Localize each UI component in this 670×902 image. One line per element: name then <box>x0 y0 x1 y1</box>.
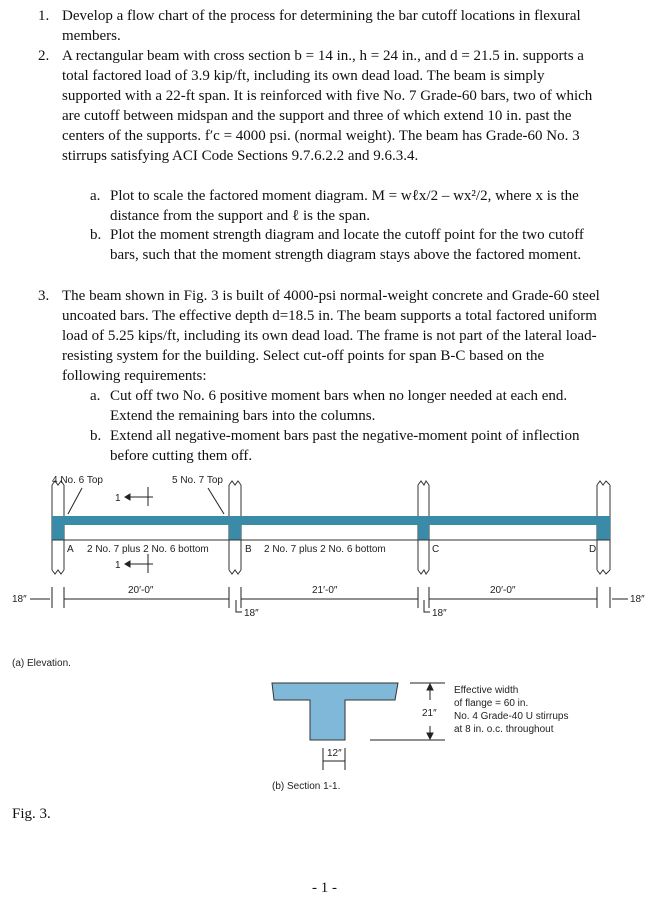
web-width-dim: 12″ <box>327 748 342 759</box>
sub-item-line: Cut off two No. 6 positive moment bars when no longer needed at each end. <box>110 388 568 404</box>
question-line: are cutoff between midspan and the support and three of which extend 10 in. past the <box>62 108 572 124</box>
figure-label: Fig. 3. <box>12 806 51 822</box>
question-line: The beam shown in Fig. 3 is built of 4000-psi normal-weight concrete and Grade-60 steel <box>62 288 600 304</box>
leaders <box>68 487 224 573</box>
note-line: Effective width <box>454 685 519 696</box>
sub-item-line: before cutting them off. <box>110 448 253 464</box>
sub-item-line: bars, such that the moment strength diagram stays above the factored moment. <box>110 247 582 263</box>
sub-item-letter: b. <box>90 428 102 444</box>
question-line: members. <box>62 28 121 44</box>
section-mark-bottom: 1 <box>115 560 121 571</box>
question-line: A rectangular beam with cross section b = 14 in., h = 24 in., and d = 21.5 in. supports a <box>62 48 584 64</box>
depth-dim: 21″ <box>422 708 437 719</box>
question-line: stirrups satisfying ACI Code Sections 9.7.6.2.2 and 9.6.3.4. <box>62 148 419 164</box>
sub-item-line: distance from the support and ℓ is the span. <box>110 208 371 224</box>
bottom-bars-bc: 2 No. 7 plus 2 No. 6 bottom <box>264 544 386 555</box>
question-line: load of 5.25 kips/ft, including its own dead load. The frame is not part of the lateral load- <box>62 328 597 344</box>
sub-item-line: Plot the moment strength diagram and locate the cutoff point for the two cutoff <box>110 227 584 243</box>
question-line: uncoated bars. The effective depth d=18.5 in. The beam supports a total factored uniform <box>62 308 597 324</box>
question-line: following requirements: <box>62 368 207 384</box>
span-bc-dim: 21′-0″ <box>312 585 338 596</box>
col-width-a: 18″ <box>12 594 27 605</box>
question-number: 2. <box>38 48 50 64</box>
span-cd-dim: 20′-0″ <box>490 585 516 596</box>
sub-item-line: Extend all negative-moment bars past the negative-moment point of inflection <box>110 428 580 444</box>
support-d-label: D <box>589 544 597 555</box>
sub-item-letter: a. <box>90 188 101 204</box>
question-number: 3. <box>38 288 50 304</box>
bottom-bars-ab: 2 No. 7 plus 2 No. 6 bottom <box>87 544 209 555</box>
beam <box>52 516 610 540</box>
col-width-d: 18″ <box>630 594 645 605</box>
sub-item-letter: b. <box>90 227 102 243</box>
support-a-label: A <box>67 544 74 555</box>
span-ab-dim: 20′-0″ <box>128 585 154 596</box>
sub-item-line: Plot to scale the factored moment diagram. M = wℓx/2 – wx²/2, where x is the <box>110 188 579 204</box>
question-line: Develop a flow chart of the process for determining the bar cutoff locations in flexural <box>62 8 581 24</box>
t-section <box>272 683 398 740</box>
section-caption: (b) Section 1-1. <box>272 781 341 792</box>
note-line: of flange = 60 in. <box>454 698 529 709</box>
elevation-caption: (a) Elevation. <box>12 658 71 669</box>
columns <box>52 481 610 574</box>
top-bars-left-label: 4 No. 6 Top <box>52 475 103 486</box>
col-width-c: 18″ <box>432 608 447 619</box>
question-line: centers of the supports. f′c = 4000 psi. (normal weight). The beam has Grade-60 No. 3 <box>62 128 580 144</box>
section-mark-top: 1 <box>115 493 121 504</box>
sub-item-line: Extend the remaining bars into the columns. <box>110 408 376 424</box>
top-bars-mid-label: 5 No. 7 Top <box>172 475 223 486</box>
note-line: No. 4 Grade-40 U stirrups <box>454 711 569 722</box>
question-line: resisting system for the building. Select cut-off points for span B-C based on the <box>62 348 545 364</box>
support-b-label: B <box>245 544 252 555</box>
col-width-b: 18″ <box>244 608 259 619</box>
question-line: total factored load of 3.9 kip/ft, including its own dead load. The beam is simply <box>62 68 545 84</box>
page-number: - 1 - <box>312 880 337 896</box>
question-line: supported with a 22-ft span. It is reinforced with five No. 7 Grade-60 bars, two of which <box>62 88 593 104</box>
note-line: at 8 in. o.c. throughout <box>454 724 554 735</box>
question-number: 1. <box>38 8 50 24</box>
support-c-label: C <box>432 544 440 555</box>
sub-item-letter: a. <box>90 388 101 404</box>
